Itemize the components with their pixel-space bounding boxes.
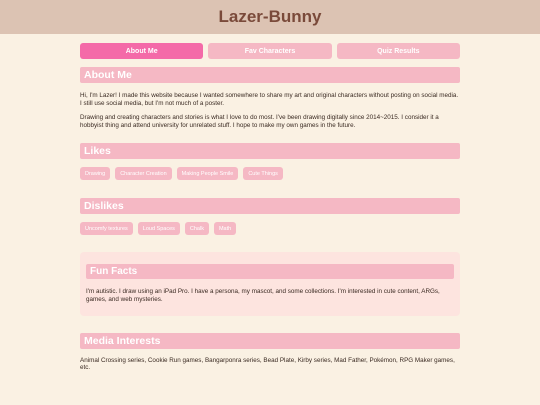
tab-quiz-results[interactable]: Quiz Results bbox=[337, 43, 460, 59]
about-section bbox=[80, 67, 460, 129]
dislike-chip: Chalk bbox=[185, 222, 209, 235]
like-chip: Making People Smile bbox=[177, 167, 239, 180]
like-chip: Cute Things bbox=[243, 167, 283, 180]
like-chip: Drawing bbox=[80, 167, 110, 180]
dislikes-list bbox=[80, 222, 460, 235]
about-paragraph-2: Drawing and creating characters and stories is what I love to do most. I've been drawing digitally since 2014~2015. I consider it a hobbyist thing and attend university for unrelated stuff. I hope to make my own games in the future. bbox=[80, 114, 439, 129]
likes-section bbox=[80, 143, 460, 180]
media-section bbox=[80, 333, 460, 372]
dislike-chip: Math bbox=[214, 222, 236, 235]
tab-about-me[interactable]: About Me bbox=[80, 43, 203, 59]
fun-facts-text: I'm autistic. I draw using an iPad Pro. I have a persona, my mascot, and some collections. I'm interested in cute content, ARGs, games, and web mysteries. bbox=[86, 288, 440, 303]
likes-title: Likes bbox=[80, 143, 460, 159]
tab-bar bbox=[80, 43, 460, 59]
likes-list bbox=[80, 167, 460, 180]
fun-facts-card bbox=[80, 252, 460, 315]
about-paragraph-1: Hi, I'm Lazer! I made this website because I wanted somewhere to share my art and original characters without posting on social media. I still use social media, but I'm not much of a poster. bbox=[80, 92, 459, 107]
media-text: Animal Crossing series, Cookie Run games, Bangarponra series, Bead Plate, Kirby series, Mad Father, Pokémon, RPG Maker games, etc. bbox=[80, 356, 455, 372]
main-content bbox=[80, 67, 460, 372]
tab-fav-characters[interactable]: Fav Characters bbox=[208, 43, 331, 59]
fun-facts-title: Fun Facts bbox=[86, 264, 454, 279]
dislike-chip: Uncomfy textures bbox=[80, 222, 133, 235]
media-title: Media Interests bbox=[80, 333, 460, 349]
dislikes-section bbox=[80, 198, 460, 235]
site-title: Lazer-Bunny bbox=[218, 7, 322, 26]
site-header bbox=[0, 0, 540, 34]
like-chip: Character Creation bbox=[115, 167, 171, 180]
about-title: About Me bbox=[80, 67, 460, 83]
dislikes-title: Dislikes bbox=[80, 198, 460, 214]
dislike-chip: Loud Spaces bbox=[138, 222, 180, 235]
